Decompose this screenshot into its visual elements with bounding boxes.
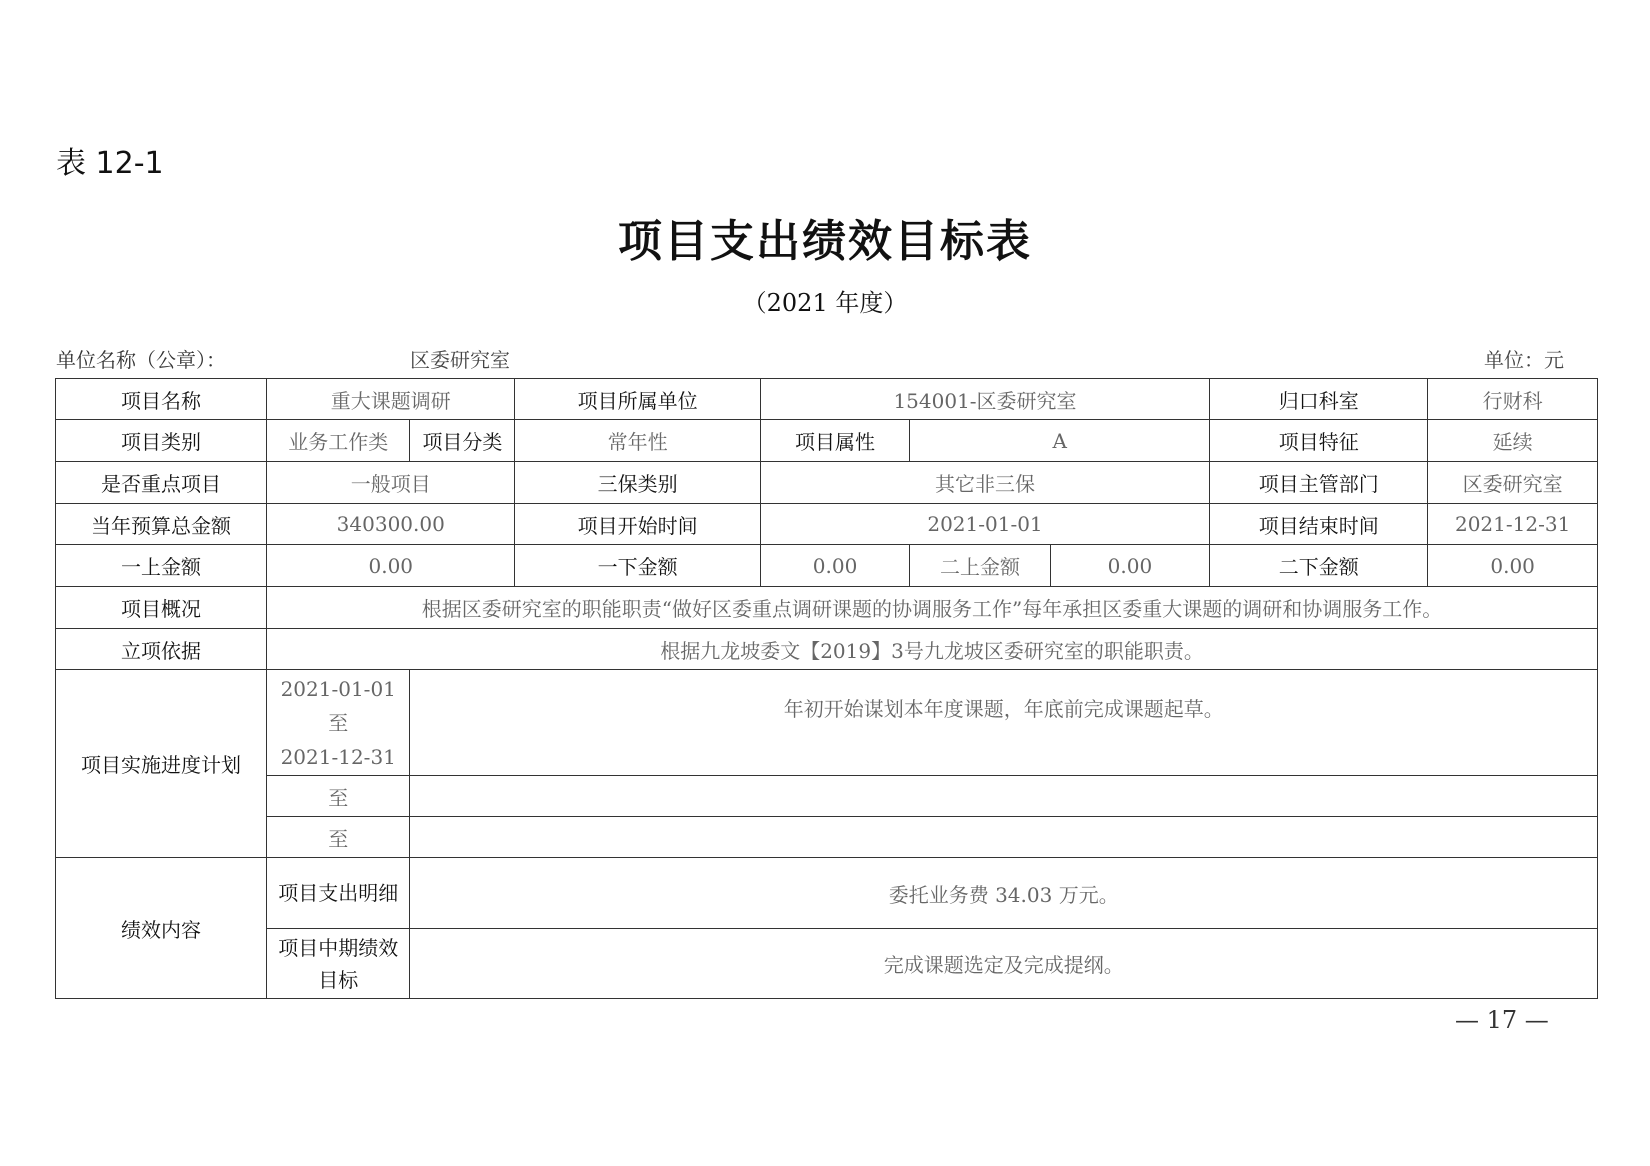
page-title: 项目支出绩效目标表 xyxy=(618,216,1032,267)
midterm-target-label: 项目中期绩效目标 xyxy=(267,929,410,999)
feature-value: 延续 xyxy=(1428,420,1598,462)
up2-value: 0.00 xyxy=(1050,545,1210,587)
schedule-to-word: 至 xyxy=(328,710,349,735)
table-row xyxy=(56,462,1598,504)
overview-value: 根据区委研究室的职能职责“做好区委重点调研课题的协调服务工作”每年承担区委重大课题的调研和协调服务工作。 xyxy=(267,587,1598,629)
dept-value: 区委研究室 xyxy=(1428,462,1598,504)
table-row xyxy=(56,420,1598,462)
start-date-value: 2021-01-01 xyxy=(760,504,1209,545)
fiscal-year: （2021 年度） xyxy=(742,289,908,317)
budget-total-value: 340300.00 xyxy=(267,504,515,545)
down1-value: 0.00 xyxy=(760,545,909,587)
performance-target-table xyxy=(55,378,1598,999)
owner-unit-label: 项目所属单位 xyxy=(515,379,760,420)
section-value: 行财科 xyxy=(1428,379,1598,420)
dept-label: 项目主管部门 xyxy=(1210,462,1428,504)
basis-label: 立项依据 xyxy=(56,629,267,670)
table-row xyxy=(56,776,1598,817)
schedule-to-word: 至 xyxy=(267,817,410,858)
table-row xyxy=(56,545,1598,587)
table-row xyxy=(56,929,1598,999)
down2-value: 0.00 xyxy=(1428,545,1598,587)
schedule-period xyxy=(267,670,410,776)
schedule-label: 项目实施进度计划 xyxy=(56,670,267,858)
category-label: 项目类别 xyxy=(56,420,267,462)
three-guarantee-label: 三保类别 xyxy=(515,462,760,504)
table-row xyxy=(56,504,1598,545)
budget-total-label: 当年预算总金额 xyxy=(56,504,267,545)
schedule-to-word: 至 xyxy=(267,776,410,817)
table-number: 表 12-1 xyxy=(56,146,164,181)
project-name-value: 重大课题调研 xyxy=(267,379,515,420)
schedule-desc xyxy=(410,817,1598,858)
expense-detail-label: 项目支出明细 xyxy=(267,858,410,929)
unit-name-value: 区委研究室 xyxy=(410,348,510,372)
category-value: 业务工作类 xyxy=(267,420,410,462)
owner-unit-value: 154001-区委研究室 xyxy=(760,379,1209,420)
three-guarantee-value: 其它非三保 xyxy=(760,462,1209,504)
attribute-value: A xyxy=(910,420,1210,462)
table-row xyxy=(56,858,1598,929)
table-row xyxy=(56,629,1598,670)
schedule-from: 2021-01-01 xyxy=(280,676,396,701)
currency-unit: 单位：元 xyxy=(1484,348,1564,372)
table-row xyxy=(56,817,1598,858)
start-date-label: 项目开始时间 xyxy=(515,504,760,545)
up1-label: 一上金额 xyxy=(56,545,267,587)
feature-label: 项目特征 xyxy=(1210,420,1428,462)
performance-label: 绩效内容 xyxy=(56,858,267,999)
basis-value: 根据九龙坡委文【2019】3号九龙坡区委研究室的职能职责。 xyxy=(267,629,1598,670)
key-project-label: 是否重点项目 xyxy=(56,462,267,504)
down2-label: 二下金额 xyxy=(1210,545,1428,587)
unit-name-label: 单位名称（公章）： xyxy=(56,348,226,372)
schedule-desc: 年初开始谋划本年度课题，年底前完成课题起草。 xyxy=(410,670,1598,776)
attribute-label: 项目属性 xyxy=(760,420,909,462)
down1-label: 一下金额 xyxy=(515,545,760,587)
end-date-label: 项目结束时间 xyxy=(1210,504,1428,545)
schedule-desc xyxy=(410,776,1598,817)
overview-label: 项目概况 xyxy=(56,587,267,629)
section-label: 归口科室 xyxy=(1210,379,1428,420)
table-row xyxy=(56,587,1598,629)
end-date-value: 2021-12-31 xyxy=(1428,504,1598,545)
classification-label: 项目分类 xyxy=(410,420,515,462)
project-name-label: 项目名称 xyxy=(56,379,267,420)
page-number: — 17 — xyxy=(1455,1006,1549,1034)
key-project-value: 一般项目 xyxy=(267,462,515,504)
table-row xyxy=(56,379,1598,420)
schedule-to: 2021-12-31 xyxy=(280,744,396,769)
midterm-target-value: 完成课题选定及完成提纲。 xyxy=(410,929,1598,999)
expense-detail-value: 委托业务费 34.03 万元。 xyxy=(410,858,1598,929)
up2-label: 二上金额 xyxy=(910,545,1050,587)
up1-value: 0.00 xyxy=(267,545,515,587)
table-row xyxy=(56,670,1598,776)
classification-value: 常年性 xyxy=(515,420,760,462)
